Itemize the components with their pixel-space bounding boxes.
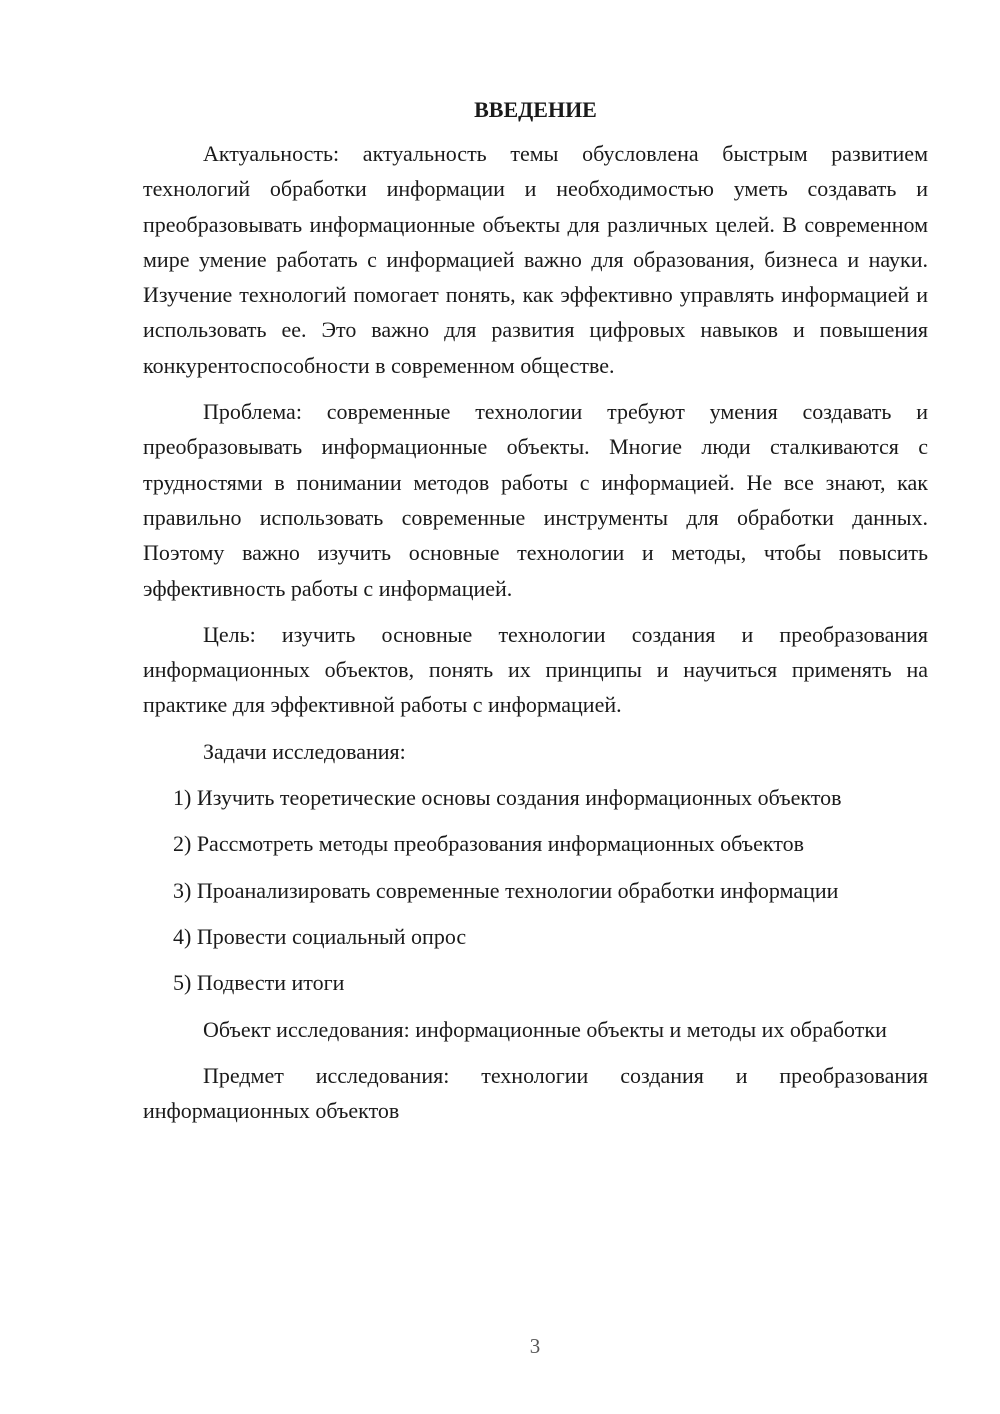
problem-paragraph: Проблема: современные технологии требуют умения создавать и преобразовывать информационные объекты. Многие люди сталкиваются с трудностями в понимании методов работы с информацией. Не все знают, как правильно использовать современные инструменты для обработки данных. Поэтому важно изучить основные технологии и методы, чтобы повысить эффективность работы с информацией. <box>143 399 928 601</box>
tasks-heading: Задачи исследования: <box>203 738 406 764</box>
list-item: 1) Изучить теоретические основы создания информационных объектов <box>173 785 842 811</box>
page-number: 3 <box>529 1334 541 1358</box>
list-item: 4) Провести социальный опрос <box>173 923 467 949</box>
list-item: 2) Рассмотреть методы преобразования информационных объектов <box>173 831 804 857</box>
list-item: 5) Подвести итоги <box>173 970 345 996</box>
list-item: 3) Проанализировать современные технологии обработки информации <box>173 877 839 903</box>
research-object-paragraph: Объект исследования: информационные объекты и методы их обработки <box>203 1016 887 1042</box>
page-title: ВВЕДЕНИЕ <box>474 97 597 122</box>
research-subject-paragraph: Предмет исследования: технологии создания и преобразования информационных объектов <box>143 1062 928 1124</box>
tasks-list <box>143 780 928 1000</box>
goal-paragraph: Цель: изучить основные технологии создания и преобразования информационных объектов, понять их принципы и научиться применять на практике для эффективной работы с информацией. <box>143 621 928 718</box>
relevance-paragraph: Актуальность: актуальность темы обусловлена быстрым развитием технологий обработки информации и необходимостью уметь создавать и преобразовывать информационные объекты для различных целей. В современном мире умение работать с информацией важно для образования, бизнеса и науки. Изучение технологий помогает понять, как эффективно управлять информацией и использовать ее. Это важно для развития цифровых навыков и повышения конкурентоспособности в современном обществе. <box>143 141 928 378</box>
document-page <box>143 94 928 1139</box>
